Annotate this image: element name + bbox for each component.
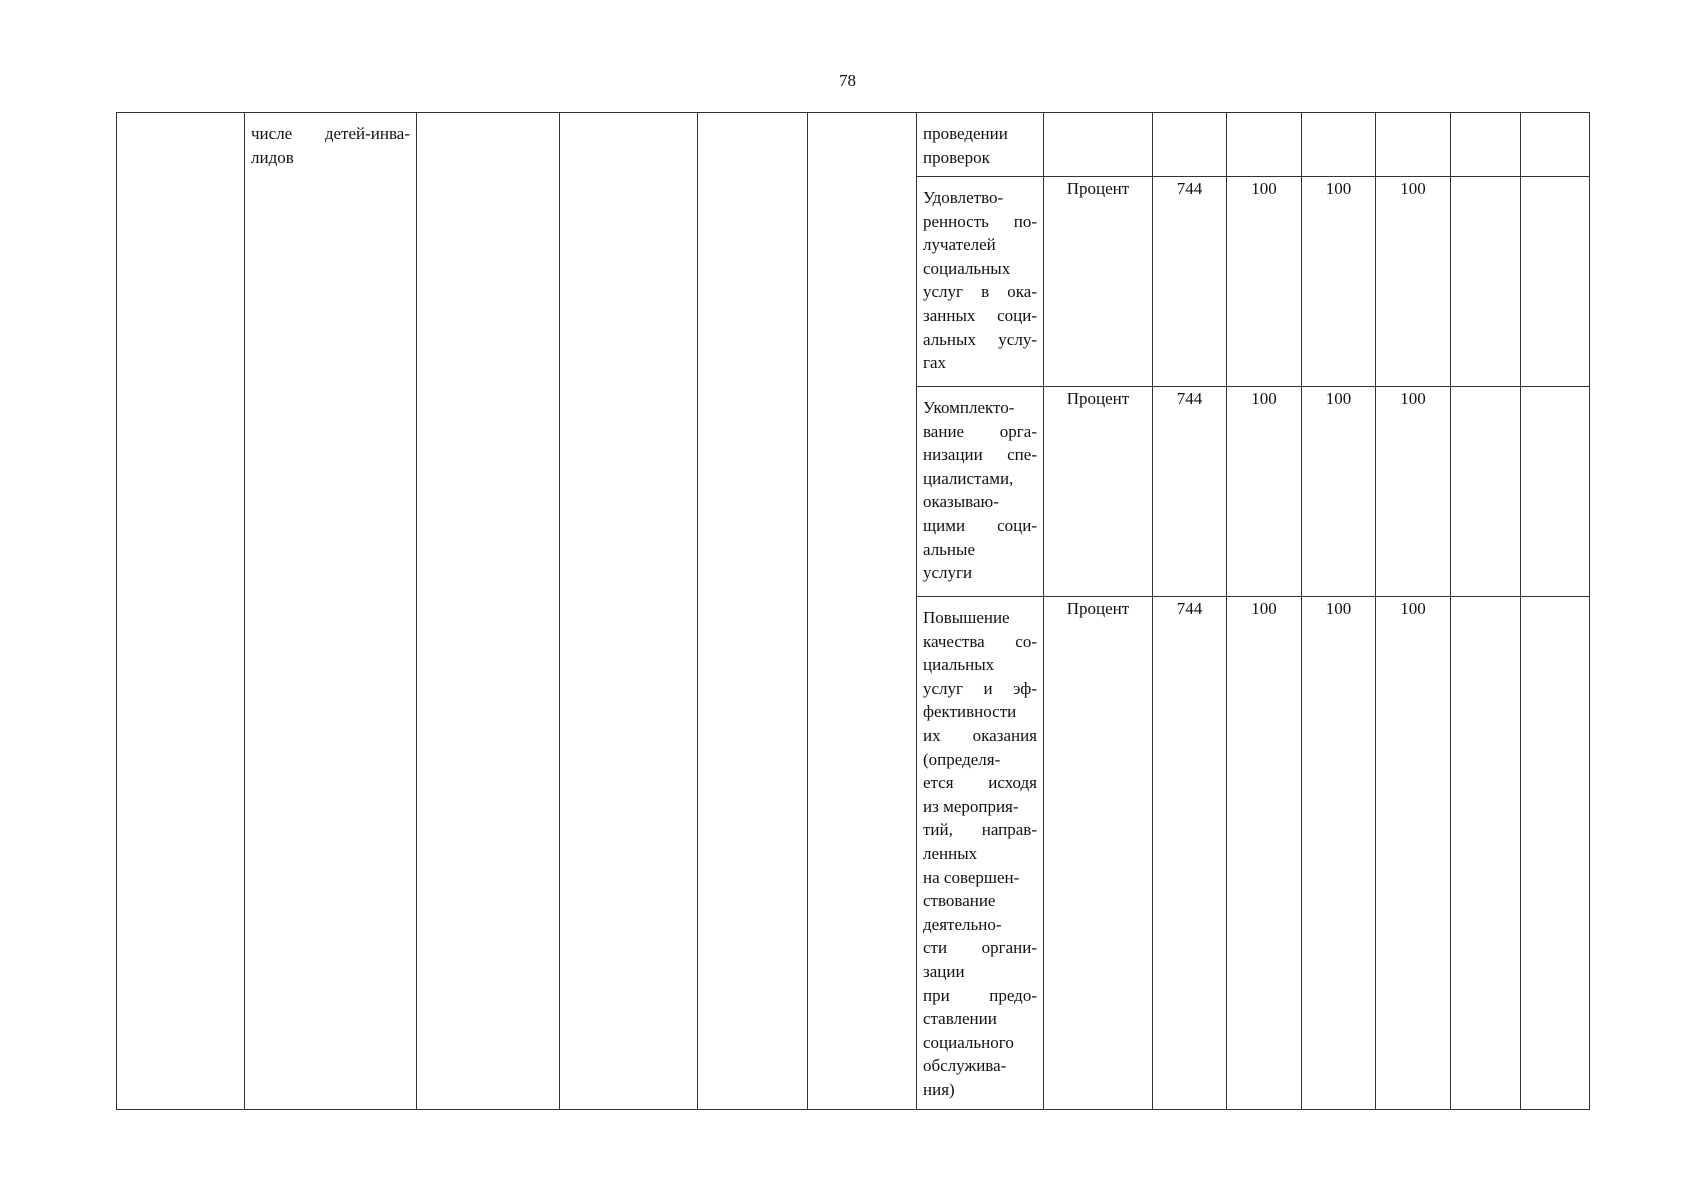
left-text-line: лидов [251,147,294,167]
indicator-name-cell [917,597,1044,1110]
empty-cell [808,113,917,1110]
indicator-line: гах [923,353,947,373]
indicator-line: вание орга- [923,421,1037,441]
left-text-line: числе детей-инва- [251,124,410,143]
indicator-line: ренность по- [923,211,1037,231]
indicator-line: ется исходя [923,773,1037,793]
indicator-line: циальных [923,655,995,675]
indicator-name-cell [917,113,1044,177]
indicator-line: их оказания [923,725,1037,745]
indicator-line: тий, направ- [923,820,1037,840]
unit-cell: Процент [1044,597,1153,1110]
indicator-line: ствование [923,891,996,911]
indicator-line: услуг и эф- [923,678,1037,698]
indicator-line: качества со- [923,631,1037,651]
indicator-line: альные [923,539,975,559]
value-cell: 100 [1227,177,1302,387]
indicator-line: (определя- [923,749,1001,769]
indicator-line: низации спе- [923,445,1037,465]
empty-cell [1451,113,1521,177]
value-cell [1376,113,1451,177]
value-cell [1227,113,1302,177]
empty-cell [1521,177,1590,387]
indicator-line: циалистами, [923,468,1014,488]
indicator-line: ленных [923,843,978,863]
indicator-line: фективности [923,702,1017,722]
document-table [116,112,1590,1110]
empty-cell [1451,177,1521,387]
indicator-line: социального [923,1032,1014,1052]
value-cell: 100 [1376,597,1451,1110]
okei-code-cell [1153,113,1227,177]
indicator-line: на совершен- [923,867,1020,887]
indicator-line: Удовлетво- [923,188,1004,207]
indicator-line: социальных [923,258,1011,278]
indicator-line: при предо- [923,985,1037,1005]
empty-cell [1451,597,1521,1110]
indicator-line: альных услу- [923,329,1037,349]
indicator-line: Повышение [923,608,1010,627]
indicator-name-cell [917,387,1044,597]
indicator-line: ния) [923,1079,955,1099]
indicator-line: обслужива- [923,1056,1007,1076]
indicator-line: услуг в ока- [923,282,1037,302]
value-cell: 100 [1227,387,1302,597]
indicator-line: услуги [923,563,973,583]
value-cell: 100 [1376,177,1451,387]
value-cell: 100 [1302,387,1376,597]
empty-cell [1521,597,1590,1110]
indicator-line: Укомплекто- [923,398,1015,417]
value-cell: 100 [1376,387,1451,597]
unit-cell: Процент [1044,177,1153,387]
indicator-line: занных соци- [923,305,1037,325]
page-number: 78 [839,71,856,90]
okei-code-cell: 744 [1153,177,1227,387]
empty-cell [1521,387,1590,597]
service-category-cell [245,113,417,1110]
okei-code-cell: 744 [1153,387,1227,597]
indicator-line: ставлении [923,1009,997,1029]
okei-code-cell: 744 [1153,597,1227,1110]
indicator-line: сти органи- [923,938,1037,958]
value-cell [1302,113,1376,177]
indicator-line: проверок [923,147,990,167]
indicator-line: оказываю- [923,492,999,512]
empty-cell [1451,387,1521,597]
indicator-line: из мероприя- [923,796,1019,816]
value-cell: 100 [1302,597,1376,1110]
indicator-line: лучателей [923,235,996,255]
indicator-line: щими соци- [923,515,1037,535]
table-row [117,113,1590,177]
empty-cell [1521,113,1590,177]
indicator-line: зации [923,961,965,981]
unit-cell: Процент [1044,387,1153,597]
empty-cell [560,113,698,1110]
unit-cell [1044,113,1153,177]
empty-cell [698,113,808,1110]
indicator-name-cell [917,177,1044,387]
empty-cell [117,113,245,1110]
empty-cell [417,113,560,1110]
indicator-line: деятельно- [923,914,1002,934]
value-cell: 100 [1302,177,1376,387]
indicator-line: проведении [923,124,1008,143]
value-cell: 100 [1227,597,1302,1110]
